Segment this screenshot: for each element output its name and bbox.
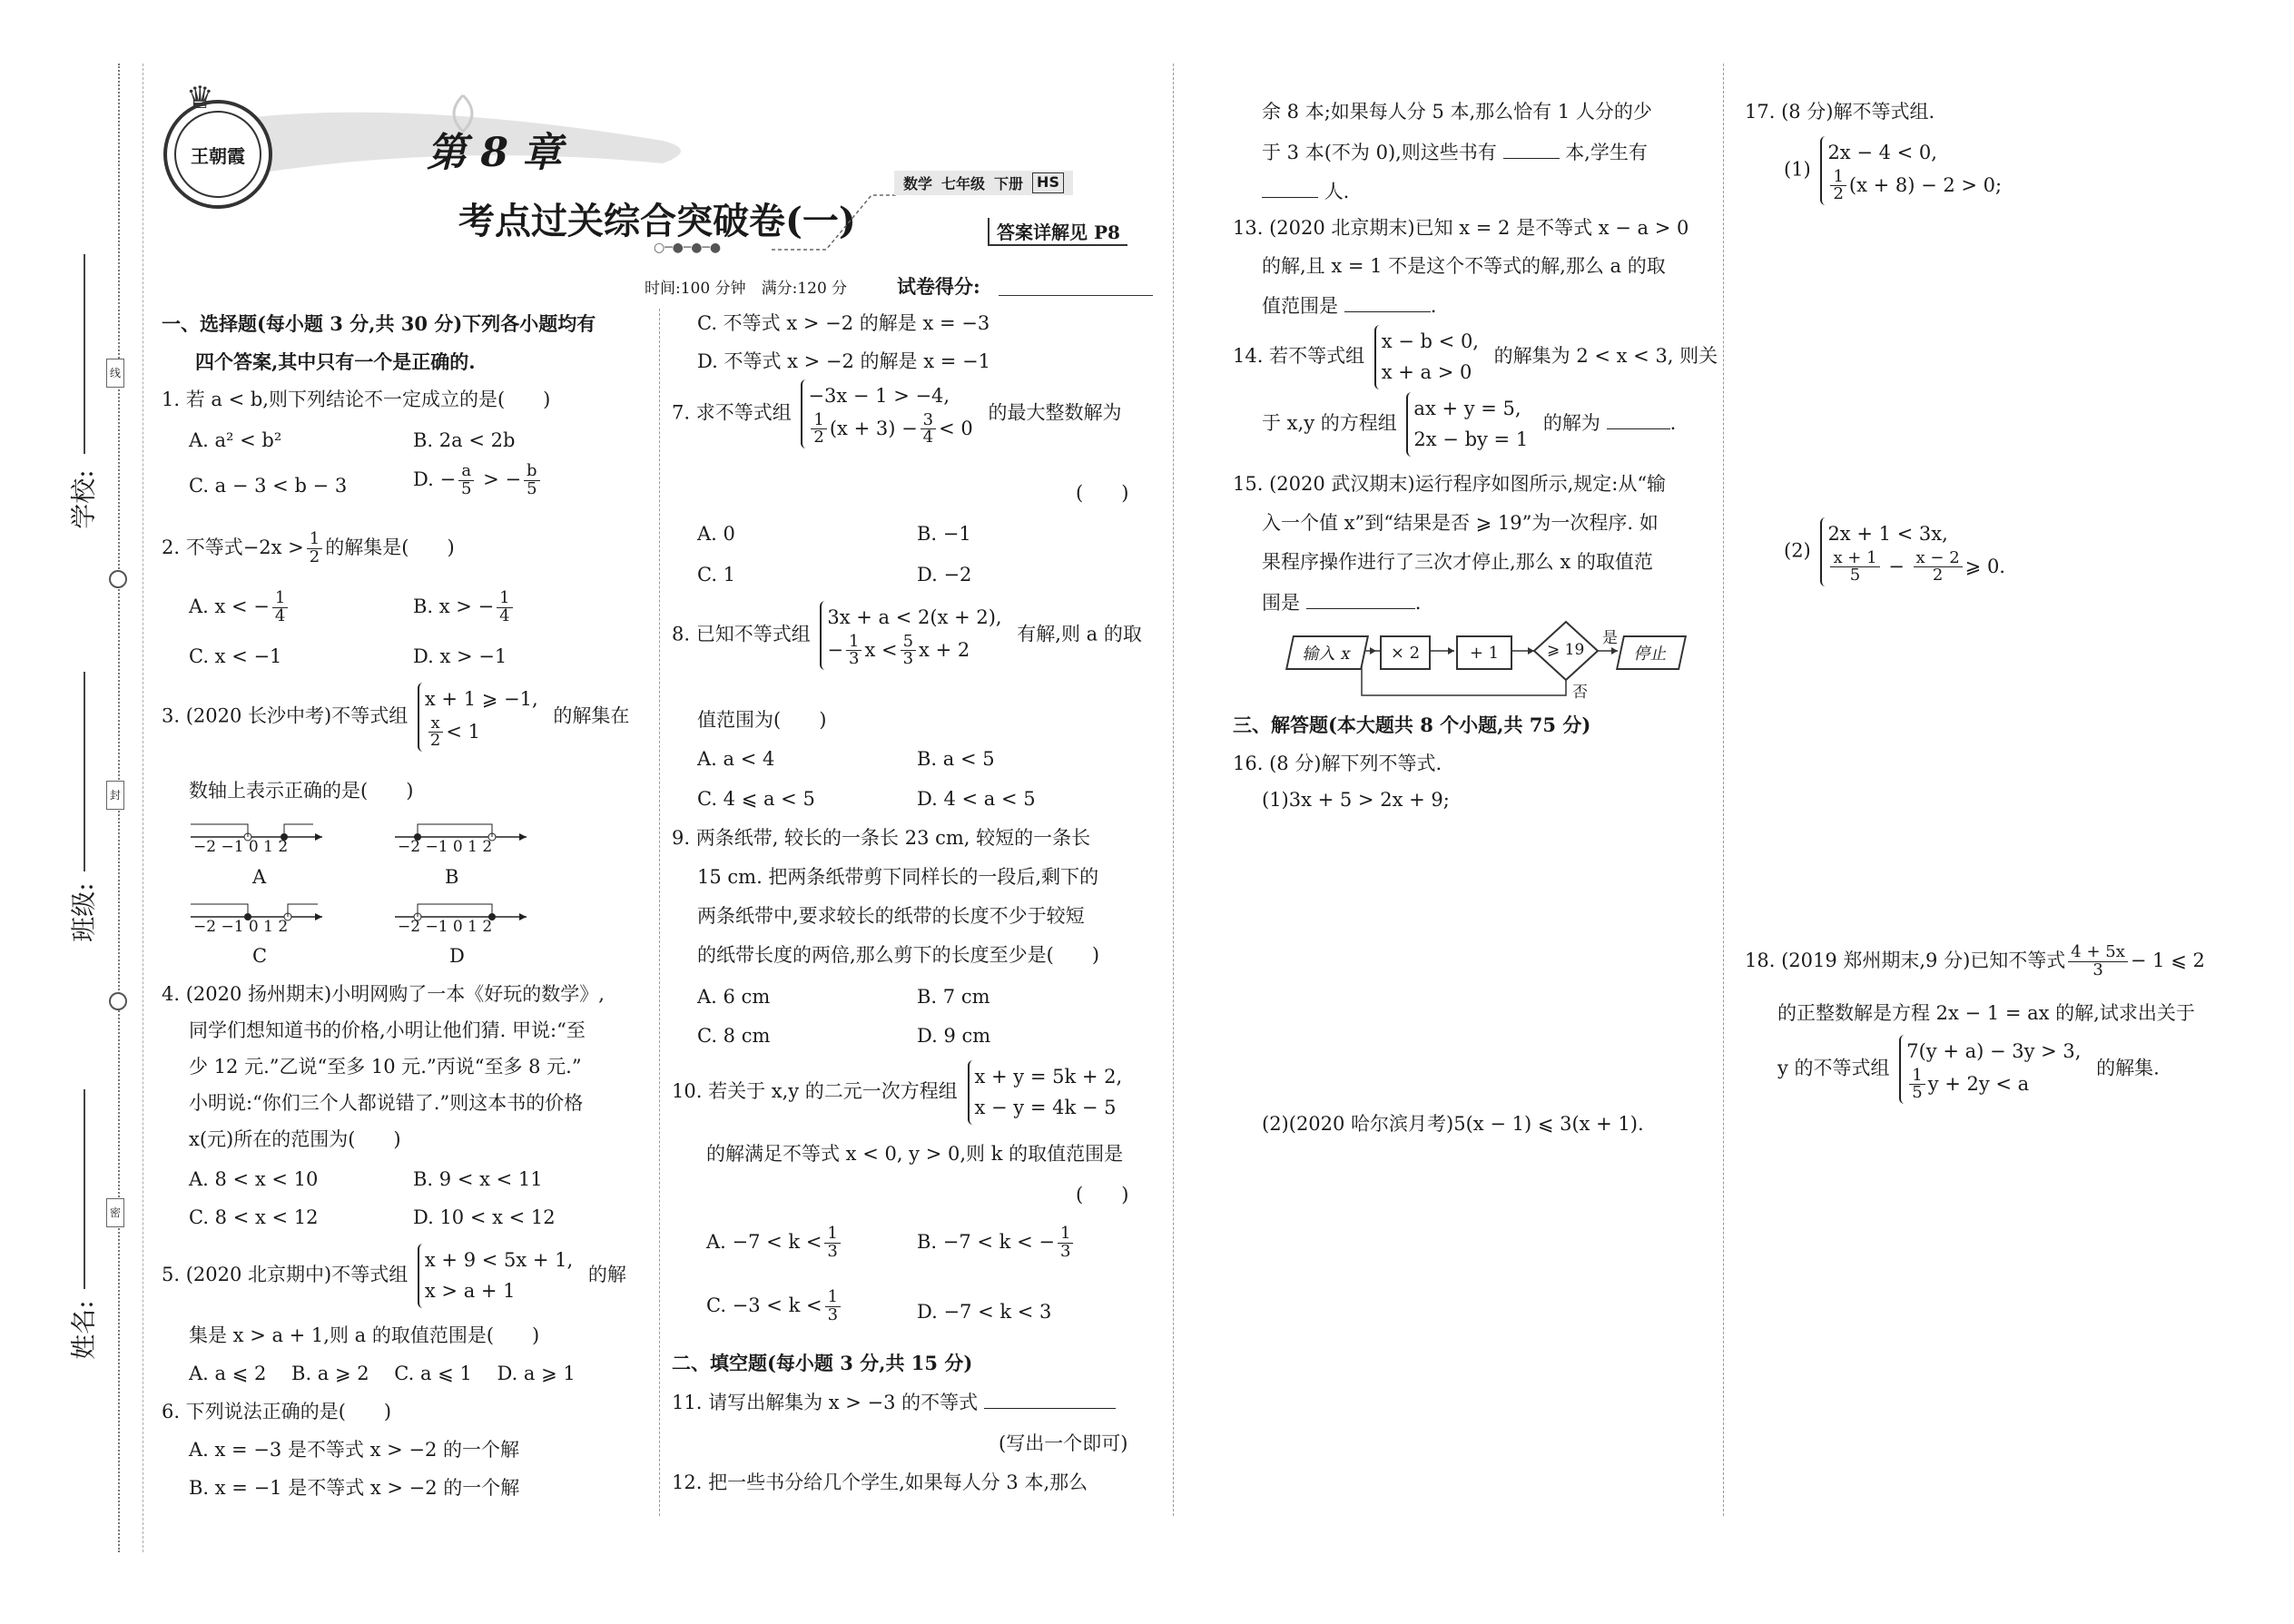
flow-yes-label: 是 <box>1602 629 1618 647</box>
question-9-line2: 15 cm. 把两条纸带剪下同样长的一段后,剩下的 <box>697 866 1099 888</box>
q14-answer-blank[interactable] <box>1607 409 1670 429</box>
q8-option-a: A. a < 4 <box>697 748 775 770</box>
column-divider <box>1723 64 1724 1516</box>
seal-mark-bottom: 密 <box>106 1198 124 1227</box>
question-12-line4: 人. <box>1262 178 1349 204</box>
question-17-part1: (1) 2x − 4 < 0, $\frac{1}{2}$ (x + 8) − 2 > 0; <box>1784 136 2011 205</box>
question-4-line4: 小明说:“你们三个人都说错了.”则这本书的价格 <box>189 1092 584 1114</box>
q1-option-c: C. a − 3 < b − 3 <box>189 475 348 497</box>
binding-hole-icon <box>109 992 127 1010</box>
question-12-line2: 余 8 本;如果每人分 5 本,那么恰有 1 人分的少 <box>1262 101 1652 123</box>
section3-heading: 三、解答题(本大题共 8 个小题,共 75 分) <box>1233 714 1591 736</box>
question-4-line2: 同学们想知道书的价格,小明让他们猜. 甲说:“至 <box>189 1019 586 1041</box>
question-18-line3: y 的不等式组 7(y + a) − 3y > 3, $\frac{1}{5}$ y + 2y < a 的解集. <box>1777 1035 2160 1104</box>
question-14-line2: 于 x,y 的方程组 ax + y = 5, 2x − by = 1 的解为 . <box>1262 392 1676 457</box>
program-flowchart <box>1289 617 1698 708</box>
binding-hole-icon <box>109 570 127 588</box>
q6-option-d: D. 不等式 x > −2 的解是 x = −1 <box>697 350 990 372</box>
question-7: 7. 求不等式组 −3x − 1 > −4, $\frac{1}{2}$ (x + 3) − $\frac{3}{4}$ < 0 的最大整数解为 <box>672 379 1121 448</box>
q8-option-b: B. a < 5 <box>917 748 995 770</box>
flow-condition: ⩾ 19 <box>1547 641 1585 659</box>
question-16-part1: (1)3x + 5 > 2x + 9; <box>1262 789 1450 811</box>
flow-multiply: × 2 <box>1380 635 1431 670</box>
q12-books-blank[interactable] <box>1503 139 1560 159</box>
question-3-cont: 数轴上表示正确的是( ) <box>189 780 414 802</box>
logo-text: 王朝霞 <box>191 144 245 167</box>
q8-option-c: C. 4 ⩽ a < 5 <box>697 788 815 810</box>
answer-reference: 答案详解见 P8 <box>988 218 1127 246</box>
question-9-line4: 的纸带长度的两倍,那么剪下的长度至少是( ) <box>697 944 1100 966</box>
section2-heading: 二、填空题(每小题 3 分,共 15 分) <box>672 1352 973 1374</box>
name-field-line <box>84 1089 85 1289</box>
q6-option-b: B. x = −1 是不等式 x > −2 的一个解 <box>189 1477 520 1499</box>
q1-option-b: B. 2a < 2b <box>413 429 516 451</box>
q10-option-d: D. −7 < k < 3 <box>917 1301 1052 1323</box>
class-label: 班级: <box>68 882 99 942</box>
question-8: 8. 已知不等式组 3x + a < 2(x + 2), − $\frac{1}{3}$ x < $\frac{5}{3}$ x + 2 有解,则 a 的取 <box>672 601 1142 670</box>
tag-volume: 下册 <box>994 175 1024 192</box>
question-10: 10. 若关于 x,y 的二元一次方程组 x + y = 5k + 2, x − y = 4k − 5 <box>672 1060 1131 1125</box>
q10-option-b: B. −7 < k < − $\frac{1}{3}$ <box>917 1225 1076 1261</box>
q9-option-c: C. 8 cm <box>697 1025 771 1047</box>
q7-option-c: C. 1 <box>697 564 736 586</box>
question-13-line2: 的解,且 x = 1 不是这个不等式的解,那么 a 的取 <box>1262 255 1666 277</box>
question-18-line2: 的正整数解是方程 2x − 1 = ax 的解,试求出关于 <box>1777 1002 2195 1024</box>
q6-option-a: A. x = −3 是不等式 x > −2 的一个解 <box>189 1439 520 1461</box>
q4-option-c: C. 8 < x < 12 <box>189 1206 319 1228</box>
q1-option-a: A. a² < b² <box>189 429 282 451</box>
question-13-line3: 值范围是 . <box>1262 292 1436 319</box>
score-label: 试卷得分: <box>897 275 980 298</box>
q2-option-a: A. x < − $\frac{1}{4}$ <box>189 590 290 625</box>
question-5-cont: 集是 x > a + 1,则 a 的取值范围是( ) <box>189 1324 540 1346</box>
option-label-d: D <box>449 945 465 967</box>
q2-option-b: B. x > − $\frac{1}{4}$ <box>413 590 516 625</box>
question-2: 2. 不等式−2x > $\frac{1}{2}$ 的解集是( ) <box>162 529 455 566</box>
q10-option-a: A. −7 < k < $\frac{1}{3}$ <box>706 1225 843 1261</box>
question-4-line5: x(元)所在的范围为( ) <box>189 1128 401 1150</box>
question-1: 1. 若 a < b,则下列结论不一定成立的是( ) <box>162 389 551 410</box>
flow-input: 输入 x <box>1285 635 1369 670</box>
chapter-title: 第 8 章 <box>427 130 563 176</box>
question-4-line3: 少 12 元.”乙说“至多 10 元.”丙说“至多 8 元.” <box>189 1056 582 1078</box>
column-divider <box>1173 64 1174 1516</box>
question-12: 12. 把一些书分给几个学生,如果每人分 3 本,那么 <box>672 1471 1088 1493</box>
name-label: 姓名: <box>68 1300 99 1360</box>
school-label: 学校: <box>68 469 99 529</box>
question-3: 3. (2020 长沙中考)不等式组 x + 1 ⩾ −1, $\frac{x}{2}$ < 1 的解集在 <box>162 683 629 752</box>
option-label-b: B <box>445 866 459 888</box>
q2-option-c: C. x < −1 <box>189 645 282 667</box>
q11-answer-blank[interactable] <box>984 1389 1116 1409</box>
q4-option-b: B. 9 < x < 11 <box>413 1168 543 1190</box>
column-divider <box>659 309 660 1516</box>
q1-option-d: D. − $\frac{a}{5}$ > − $\frac{b}{5}$ <box>413 463 543 498</box>
exam-meta: 时间:100 分钟 满分:120 分 <box>645 280 848 298</box>
question-15-line2: 入一个值 x”到“结果是否 ⩾ 19”为一次程序. 如 <box>1262 512 1659 534</box>
header-dashed-connector <box>772 186 899 259</box>
flow-stop: 停止 <box>1616 635 1687 670</box>
question-9: 9. 两条纸带, 较长的一条长 23 cm, 较短的一条长 <box>672 827 1091 849</box>
question-5: 5. (2020 北京期中)不等式组 x + 9 < 5x + 1, x > a + 1 的解 <box>162 1244 626 1308</box>
axis-ticks-d: −2 −1 0 1 2 <box>398 918 493 936</box>
q9-option-d: D. 9 cm <box>917 1025 991 1047</box>
publisher-logo <box>163 100 272 209</box>
question-17-part2: (2) 2x + 1 < 3x, $\frac{x + 1}{5}$ − $\frac{x - 2}{2}$ ⩾ 0. <box>1784 517 2014 586</box>
q15-answer-blank[interactable] <box>1306 589 1415 609</box>
q2-option-d: D. x > −1 <box>413 645 507 667</box>
q6-option-c: C. 不等式 x > −2 的解是 x = −3 <box>697 312 990 334</box>
question-6: 6. 下列说法正确的是( ) <box>162 1401 392 1422</box>
flow-no-label: 否 <box>1572 684 1588 702</box>
logo-crown-icon: ♛ <box>186 80 214 116</box>
question-12-line3: 于 3 本(不为 0),则这些书有 本,学生有 <box>1262 139 1648 165</box>
q11-note: (写出一个即可) <box>999 1432 1128 1454</box>
question-10-cont: 的解满足不等式 x < 0, y > 0,则 k 的取值范围是 <box>706 1143 1124 1165</box>
question-15: 15. (2020 武汉期末)运行程序如图所示,规定:从“输 <box>1233 473 1667 495</box>
q7-answer-paren: ( ) <box>1076 482 1129 504</box>
q9-option-b: B. 7 cm <box>917 986 990 1008</box>
tag-grade: 七年级 <box>941 175 986 192</box>
q10-option-c: C. −3 < k < $\frac{1}{3}$ <box>706 1289 843 1324</box>
question-18: 18. (2019 郑州期末,9 分)已知不等式 $\frac{4 + 5x}{3}$ − 1 ⩽ 2 <box>1745 942 2205 979</box>
question-16: 16. (8 分)解下列不等式. <box>1233 753 1442 774</box>
section1-heading-cont: 四个答案,其中只有一个是正确的. <box>195 350 476 373</box>
question-13: 13. (2020 北京期末)已知 x = 2 是不等式 x − a > 0 <box>1233 217 1689 239</box>
tag-subject: 数学 <box>903 175 933 192</box>
axis-ticks-c: −2 −1 0 1 2 <box>193 918 289 936</box>
q7-option-b: B. −1 <box>917 523 971 545</box>
q7-option-d: D. −2 <box>917 564 972 586</box>
seal-mark-top: 线 <box>106 359 124 388</box>
q13-answer-blank[interactable] <box>1344 292 1431 312</box>
score-field-line <box>999 295 1153 296</box>
question-15-line3: 果程序操作进行了三次才停止,那么 x 的取值范 <box>1262 551 1653 573</box>
question-4: 4. (2020 扬州期末)小明网购了一本《好玩的数学》, <box>162 983 605 1005</box>
section1-heading: 一、选择题(每小题 3 分,共 30 分)下列各小题均有 <box>162 312 596 335</box>
option-label-c: C <box>252 945 268 967</box>
school-field-line <box>84 254 85 454</box>
q8-option-d: D. 4 < a < 5 <box>917 788 1036 810</box>
question-16-part2: (2)(2020 哈尔滨月考)5(x − 1) ⩽ 3(x + 1). <box>1262 1113 1644 1135</box>
class-field-line <box>84 672 85 871</box>
flow-add: + 1 <box>1456 635 1512 670</box>
axis-ticks-b: −2 −1 0 1 2 <box>398 838 493 856</box>
question-11: 11. 请写出解集为 x > −3 的不等式 <box>672 1389 1116 1415</box>
seal-mark-middle: 封 <box>106 781 124 810</box>
question-8-cont: 值范围为( ) <box>697 709 827 731</box>
tag-edition: HS <box>1032 172 1064 193</box>
question-14: 14. 若不等式组 x − b < 0, x + a > 0 的解集为 2 < x < 3, 则关 <box>1233 325 1718 389</box>
option-label-a: A <box>252 866 267 888</box>
title-dots-decoration: ○─●─●─● <box>654 241 722 255</box>
q7-option-a: A. 0 <box>697 523 735 545</box>
q4-option-d: D. 10 < x < 12 <box>413 1206 556 1228</box>
q9-option-a: A. 6 cm <box>697 986 771 1008</box>
question-15-line4: 围是 . <box>1262 589 1421 615</box>
q12-students-blank[interactable] <box>1262 178 1318 198</box>
question-17: 17. (8 分)解不等式组. <box>1745 101 1935 123</box>
axis-ticks-a: −2 −1 0 1 2 <box>193 838 289 856</box>
subject-tags <box>894 171 1073 195</box>
q5-options: A. a ⩽ 2 B. a ⩾ 2 C. a ⩽ 1 D. a ⩾ 1 <box>189 1363 576 1384</box>
page-title: 考点过关综合突破卷(一) <box>458 200 856 242</box>
q4-option-a: A. 8 < x < 10 <box>189 1168 319 1190</box>
question-9-line3: 两条纸带中,要求较长的纸带的长度不少于较短 <box>697 905 1085 927</box>
q10-answer-paren: ( ) <box>1076 1184 1129 1206</box>
